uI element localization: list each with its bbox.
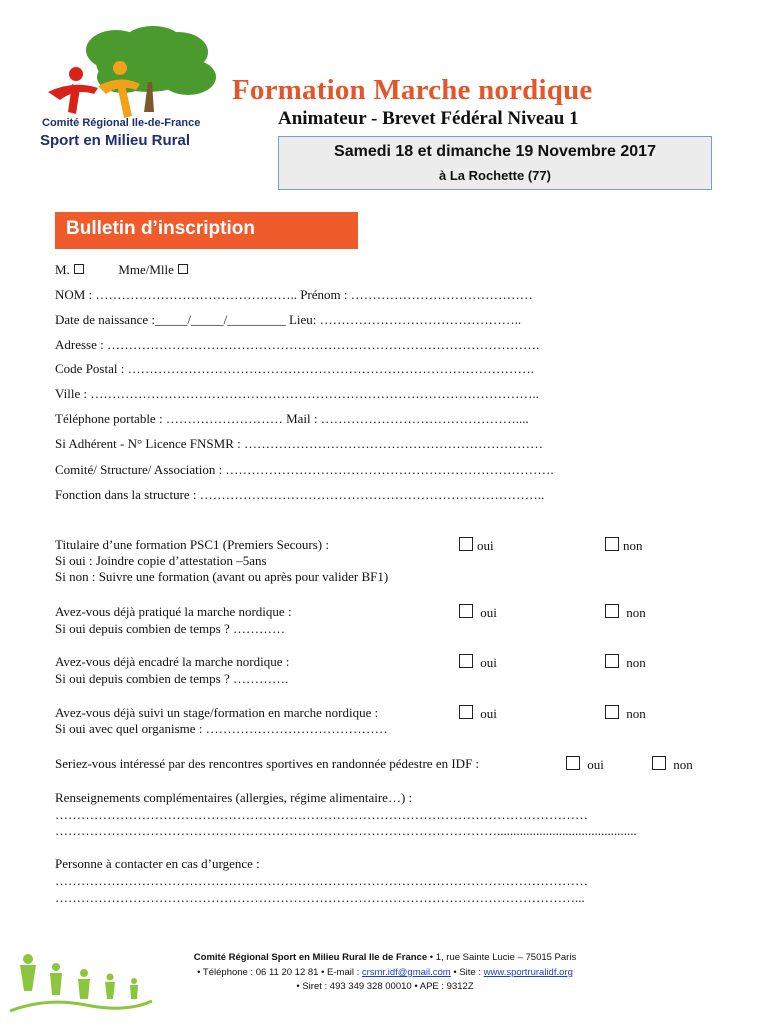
civility-mme-checkbox[interactable] — [178, 264, 188, 274]
psc1-line3: Si non : Suivre une formation (avant ou après pour valider BF1) — [55, 569, 389, 584]
renseignements-field-1[interactable]: …………………………………………………………………………………………………………… — [55, 807, 588, 822]
logo-text-region: Comité Régional Ile-de-France — [42, 117, 201, 129]
urgence-field-2[interactable]: …………………………………………………………………………………………………………... — [55, 890, 585, 905]
footer-line-1 — [160, 952, 610, 963]
footer-email-link[interactable]: crsmr.idf@gmail.com — [361, 967, 451, 978]
psc1-question: Titulaire d’une formation PSC1 (Premiers Secours) : — [55, 537, 329, 552]
event-dates: Samedi 18 et dimanche 19 Novembre 2017 — [334, 143, 656, 160]
q2-non-checkbox[interactable] — [605, 654, 619, 668]
q3-question: Avez-vous déjà suivi un stage/formation en marche nordique : — [55, 705, 379, 720]
fonction-field[interactable]: Fonction dans la structure : …………………………………………………………………….. — [55, 487, 545, 502]
footer-site-link[interactable]: www.sportruralidf.org — [483, 967, 573, 978]
q4-oui-checkbox[interactable] — [566, 756, 580, 770]
civility-row — [55, 262, 188, 278]
renseignements-label: Renseignements complémentaires (allergies, régime alimentaire…) : — [55, 790, 413, 805]
q1-non-checkbox[interactable] — [605, 604, 619, 618]
adresse-field[interactable]: Adresse : ………………………………………………………………………………………. — [55, 337, 540, 352]
footer-address: • 1, rue Sainte Lucie – 75015 Paris — [427, 952, 577, 963]
comite-field[interactable]: Comité/ Structure/ Association : …………………………………………………………………. — [55, 462, 554, 477]
code-postal-field[interactable]: Code Postal : …………………………………………………………………………………. — [55, 361, 534, 376]
telephone-field[interactable]: Téléphone portable : ……………………… Mail : ……………………………………….... — [55, 411, 529, 426]
q3-oui-checkbox[interactable] — [459, 705, 473, 719]
civility-m-label: M. — [55, 262, 70, 277]
bulletin-title: Bulletin d’inscription — [66, 218, 255, 239]
q3-non-checkbox[interactable] — [605, 705, 619, 719]
footer-tel: • Téléphone : 06 11 20 12 81 • E-mail : — [197, 967, 362, 978]
bulletin-banner — [55, 212, 358, 249]
urgence-label: Personne à contacter en cas d’urgence : — [55, 856, 260, 871]
q3-oui-label: oui — [480, 706, 497, 721]
q4-oui-label: oui — [587, 757, 604, 772]
psc1-non-label: non — [623, 538, 643, 553]
q2-oui-label: oui — [480, 655, 497, 670]
q4-non-label: non — [673, 757, 693, 772]
q1-question: Avez-vous déjà pratiqué la marche nordique : — [55, 604, 292, 619]
psc1-oui-checkbox[interactable] — [459, 537, 473, 551]
q3-non-label: non — [626, 706, 646, 721]
naissance-field[interactable]: Date de naissance :_____/_____/_________ Lieu: ……………………………………….. — [55, 312, 522, 327]
footer-siret: • Siret : 493 349 328 00010 • APE : 9312Z — [296, 981, 474, 992]
q1-oui-label: oui — [480, 605, 497, 620]
event-place: à La Rochette (77) — [439, 168, 551, 183]
footer-site-label: • Site : — [450, 967, 484, 978]
q2-line2: Si oui depuis combien de temps ? …………. — [55, 671, 289, 686]
psc1-line2: Si oui : Joindre copie d’attestation –5ans — [55, 553, 267, 568]
nom-field[interactable]: NOM : ……………………………………….. Prénom : …………………………………… — [55, 287, 533, 302]
q1-non-label: non — [626, 605, 646, 620]
q4-non-checkbox[interactable] — [652, 756, 666, 770]
logo-text-sport: Sport en Milieu Rural — [40, 132, 191, 149]
urgence-field-1[interactable]: …………………………………………………………………………………………………………… — [55, 873, 588, 888]
date-box — [278, 136, 712, 190]
q1-line2: Si oui depuis combien de temps ? ………… — [55, 621, 286, 636]
q2-oui-checkbox[interactable] — [459, 654, 473, 668]
page-subtitle: Animateur - Brevet Fédéral Niveau 1 — [278, 108, 579, 129]
psc1-oui-label: oui — [477, 538, 494, 553]
renseignements-field-2[interactable]: …………………………………………………………………………………………........................................... — [55, 823, 637, 838]
q2-question: Avez-vous déjà encadré la marche nordique : — [55, 654, 290, 669]
footer-line-2 — [160, 967, 610, 978]
ville-field[interactable]: Ville : ………………………………………………………………………………………….. — [55, 386, 539, 401]
footer-figures-icon — [6, 935, 156, 1015]
psc1-non-checkbox[interactable] — [605, 537, 619, 551]
q2-non-label: non — [626, 655, 646, 670]
page-title: Formation Marche nordique — [232, 74, 593, 106]
licence-field[interactable]: Si Adhérent - N° Licence FNSMR : …………………………………………………………… — [55, 436, 543, 451]
q3-line2: Si oui avec quel organisme : …………………………………… — [55, 721, 388, 736]
q1-oui-checkbox[interactable] — [459, 604, 473, 618]
civility-mme-label: Mme/Mlle — [118, 262, 174, 277]
civility-m-checkbox[interactable] — [74, 264, 84, 274]
q4-question: Seriez-vous intéressé par des rencontres sportives en randonnée pédestre en IDF : — [55, 756, 480, 771]
footer-org: Comité Régional Sport en Milieu Rural Ile de France — [193, 952, 428, 963]
